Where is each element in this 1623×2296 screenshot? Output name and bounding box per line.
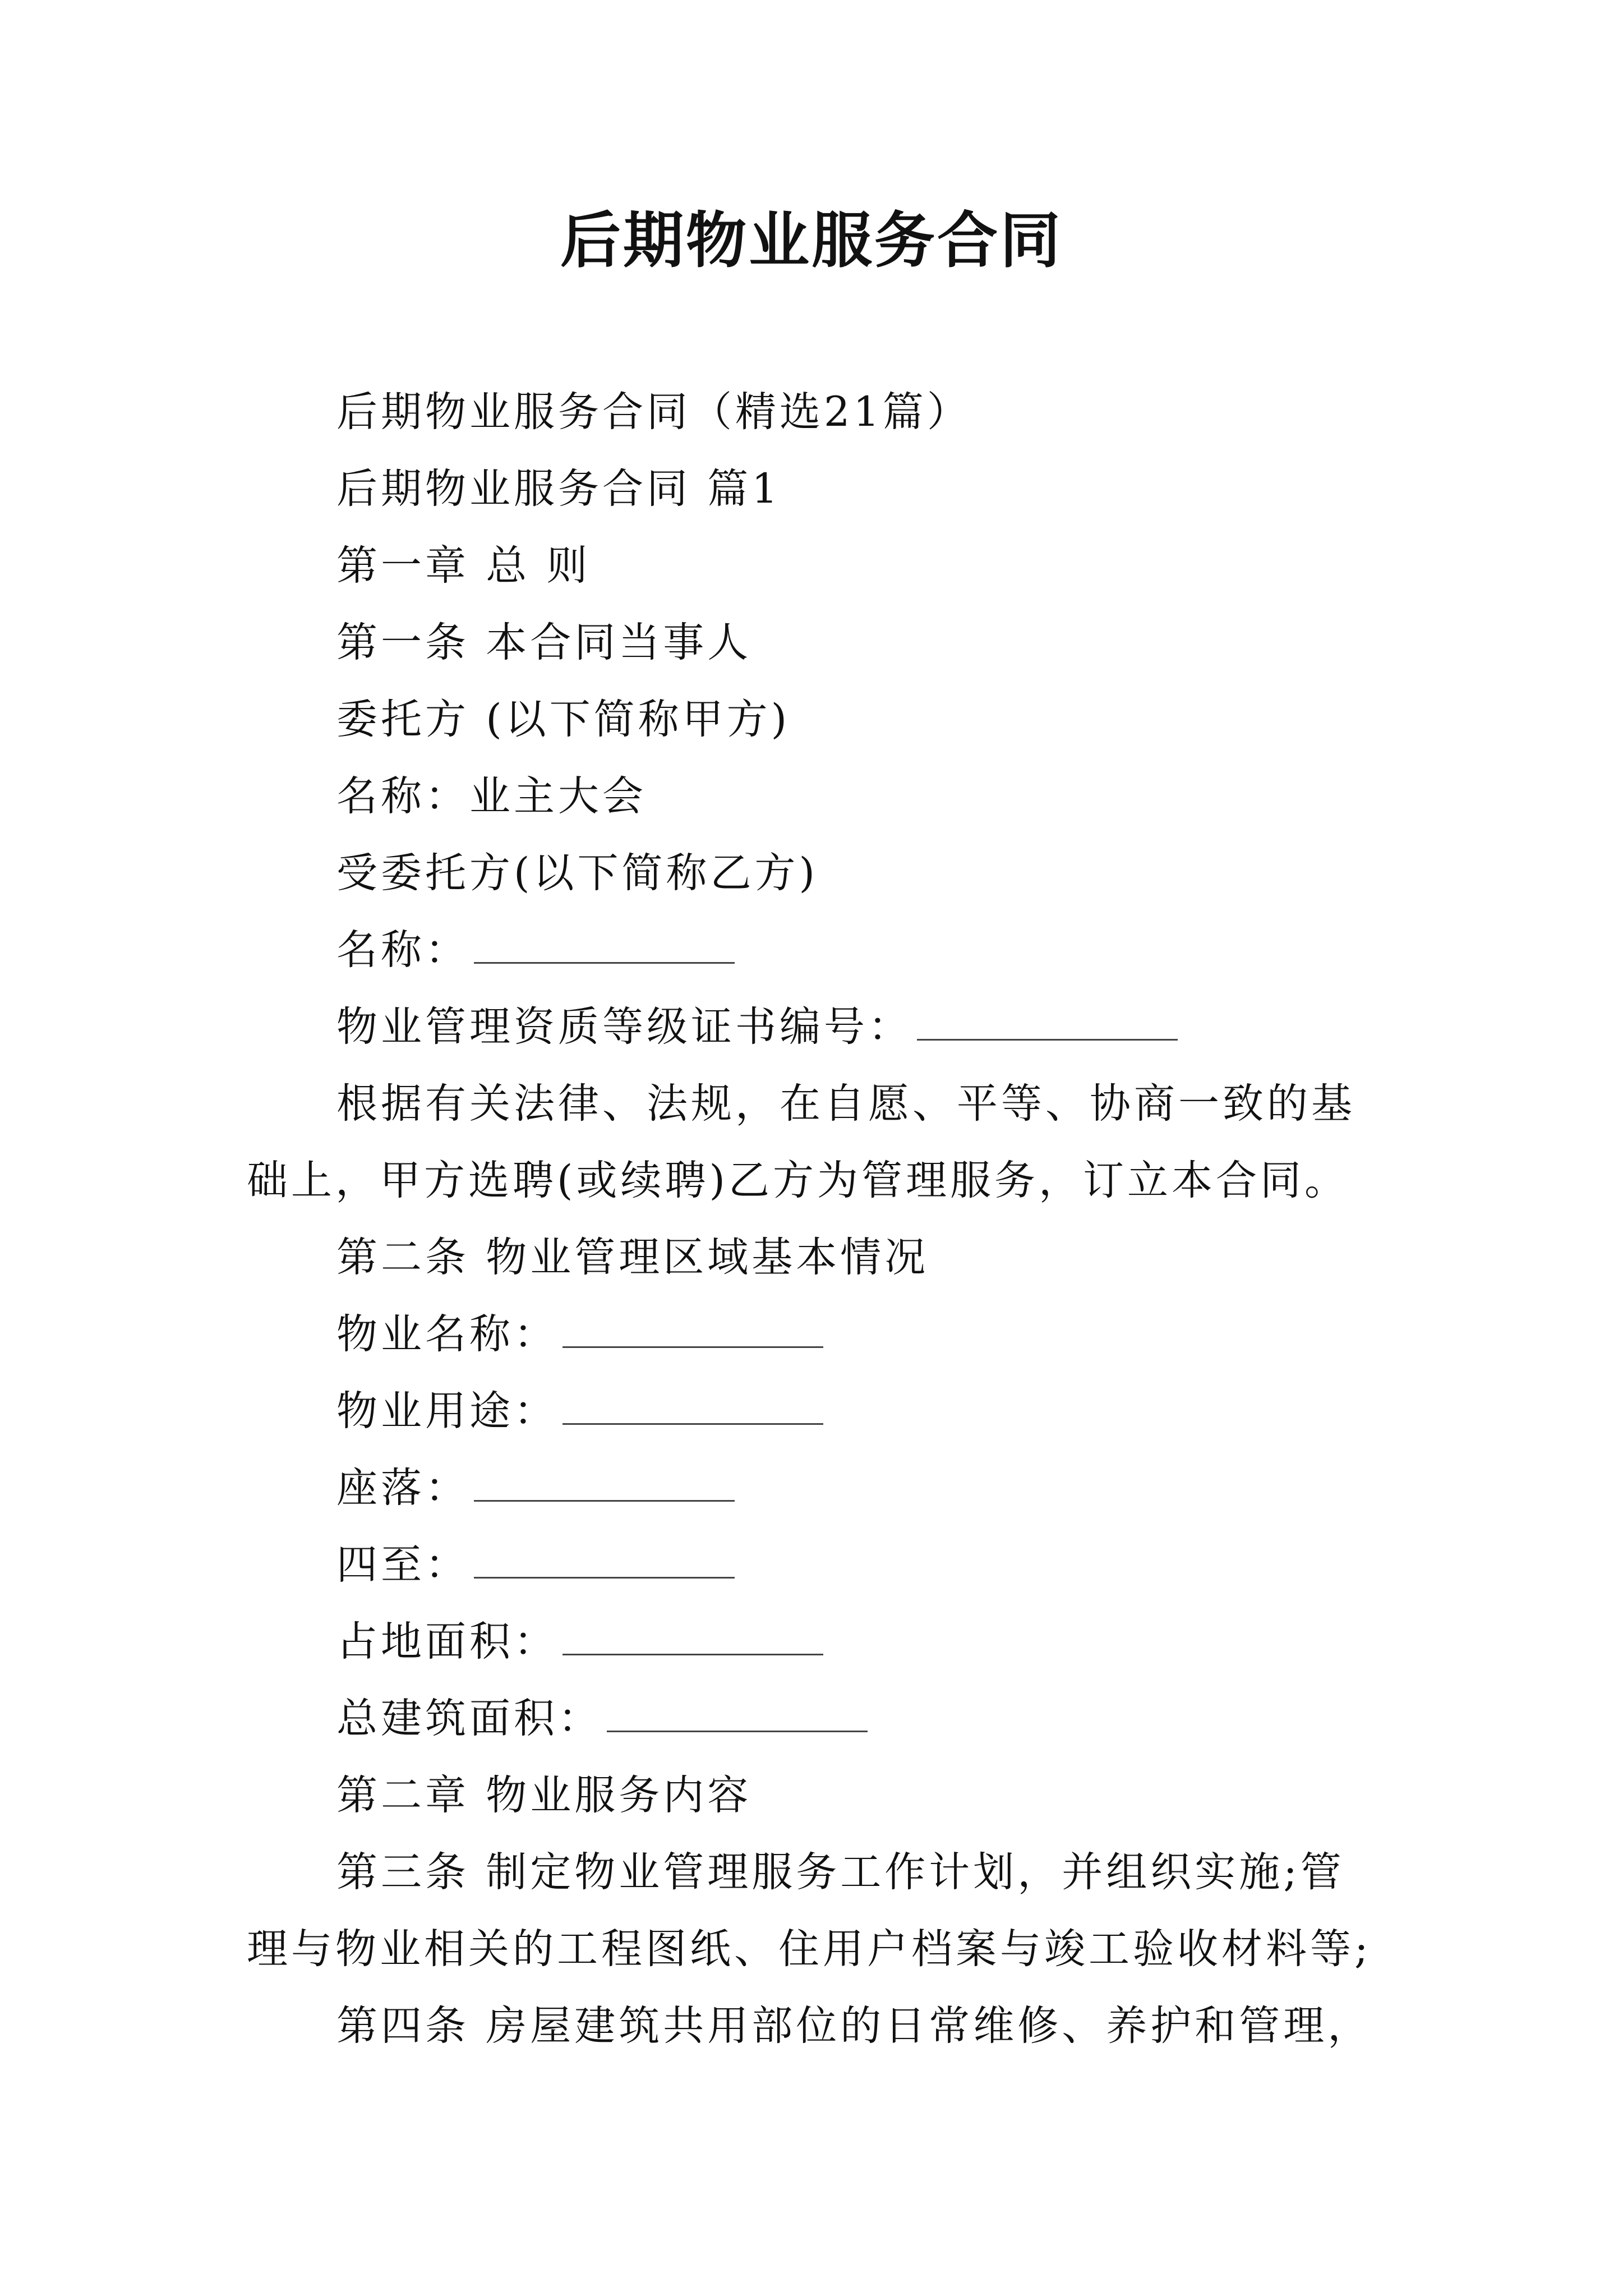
paragraph-text: 第一条 本合同当事人 [336, 619, 752, 666]
paragraph-text: 物业名称： [336, 1310, 558, 1358]
paragraph [247, 1526, 1380, 1603]
paragraph [247, 1834, 1380, 1987]
paragraph [247, 1757, 1380, 1834]
paragraph [247, 988, 1380, 1065]
paragraph-text: 后期物业服务合同（精选21篇） [336, 388, 971, 436]
paragraph-text: 第三条 制定物业管理服务工作计划，并组织实施;管理与物业相关的工程图纸、住用户档案与竣工验收材料等; [247, 1848, 1372, 1973]
paragraph [247, 835, 1380, 912]
paragraph-text: 物业用途： [336, 1387, 558, 1435]
paragraph [247, 604, 1380, 681]
paragraph-text: 委托方 (以下简称甲方) [336, 696, 791, 743]
paragraph-text: 名称：业主大会 [336, 772, 647, 820]
paragraph [247, 1065, 1380, 1219]
fill-in-blank [562, 1346, 823, 1348]
paragraph [247, 450, 1380, 527]
paragraph-text: 第四条 房屋建筑共用部位的日常维修、养护和管理， [336, 2002, 1372, 2050]
paragraph [247, 1450, 1380, 1526]
paragraph [247, 1373, 1380, 1450]
fill-in-blank [474, 1499, 735, 1502]
fill-in-blank [607, 1730, 868, 1732]
fill-in-blank [562, 1653, 823, 1655]
paragraph-text: 物业管理资质等级证书编号： [336, 1003, 912, 1051]
fill-in-blank [474, 961, 735, 964]
paragraph-text: 总建筑面积： [336, 1695, 602, 1742]
fill-in-blank [562, 1423, 823, 1425]
document-body [247, 374, 1380, 2064]
paragraph-text: 占地面积： [336, 1618, 558, 1665]
paragraph-text: 根据有关法律、法规，在自愿、平等、协商一致的基础上，甲方选聘(或续聘)乙方为管理服务，订立本合同。 [247, 1080, 1355, 1204]
paragraph [247, 1987, 1380, 2064]
paragraph-text: 第二章 物业服务内容 [336, 1772, 752, 1819]
paragraph [247, 1219, 1380, 1296]
paragraph [247, 681, 1380, 758]
paragraph-text: 四至： [336, 1541, 469, 1589]
paragraph [247, 1680, 1380, 1757]
paragraph-text: 第一章 总 则 [336, 542, 591, 590]
paragraph [247, 1296, 1380, 1373]
paragraph [247, 758, 1380, 835]
fill-in-blank [474, 1576, 735, 1579]
fill-in-blank [917, 1038, 1178, 1041]
paragraph [247, 374, 1380, 450]
document-title: 后期物业服务合同 [560, 206, 1063, 276]
paragraph-text: 第二条 物业管理区域基本情况 [336, 1234, 929, 1281]
paragraph-text: 座落： [336, 1464, 469, 1512]
paragraph-text: 名称： [336, 926, 469, 974]
paragraph [247, 912, 1380, 988]
paragraph [247, 1603, 1380, 1680]
paragraph [247, 527, 1380, 604]
paragraph-text: 受委托方(以下简称乙方) [336, 849, 818, 897]
paragraph-text: 后期物业服务合同 篇1 [336, 465, 781, 513]
